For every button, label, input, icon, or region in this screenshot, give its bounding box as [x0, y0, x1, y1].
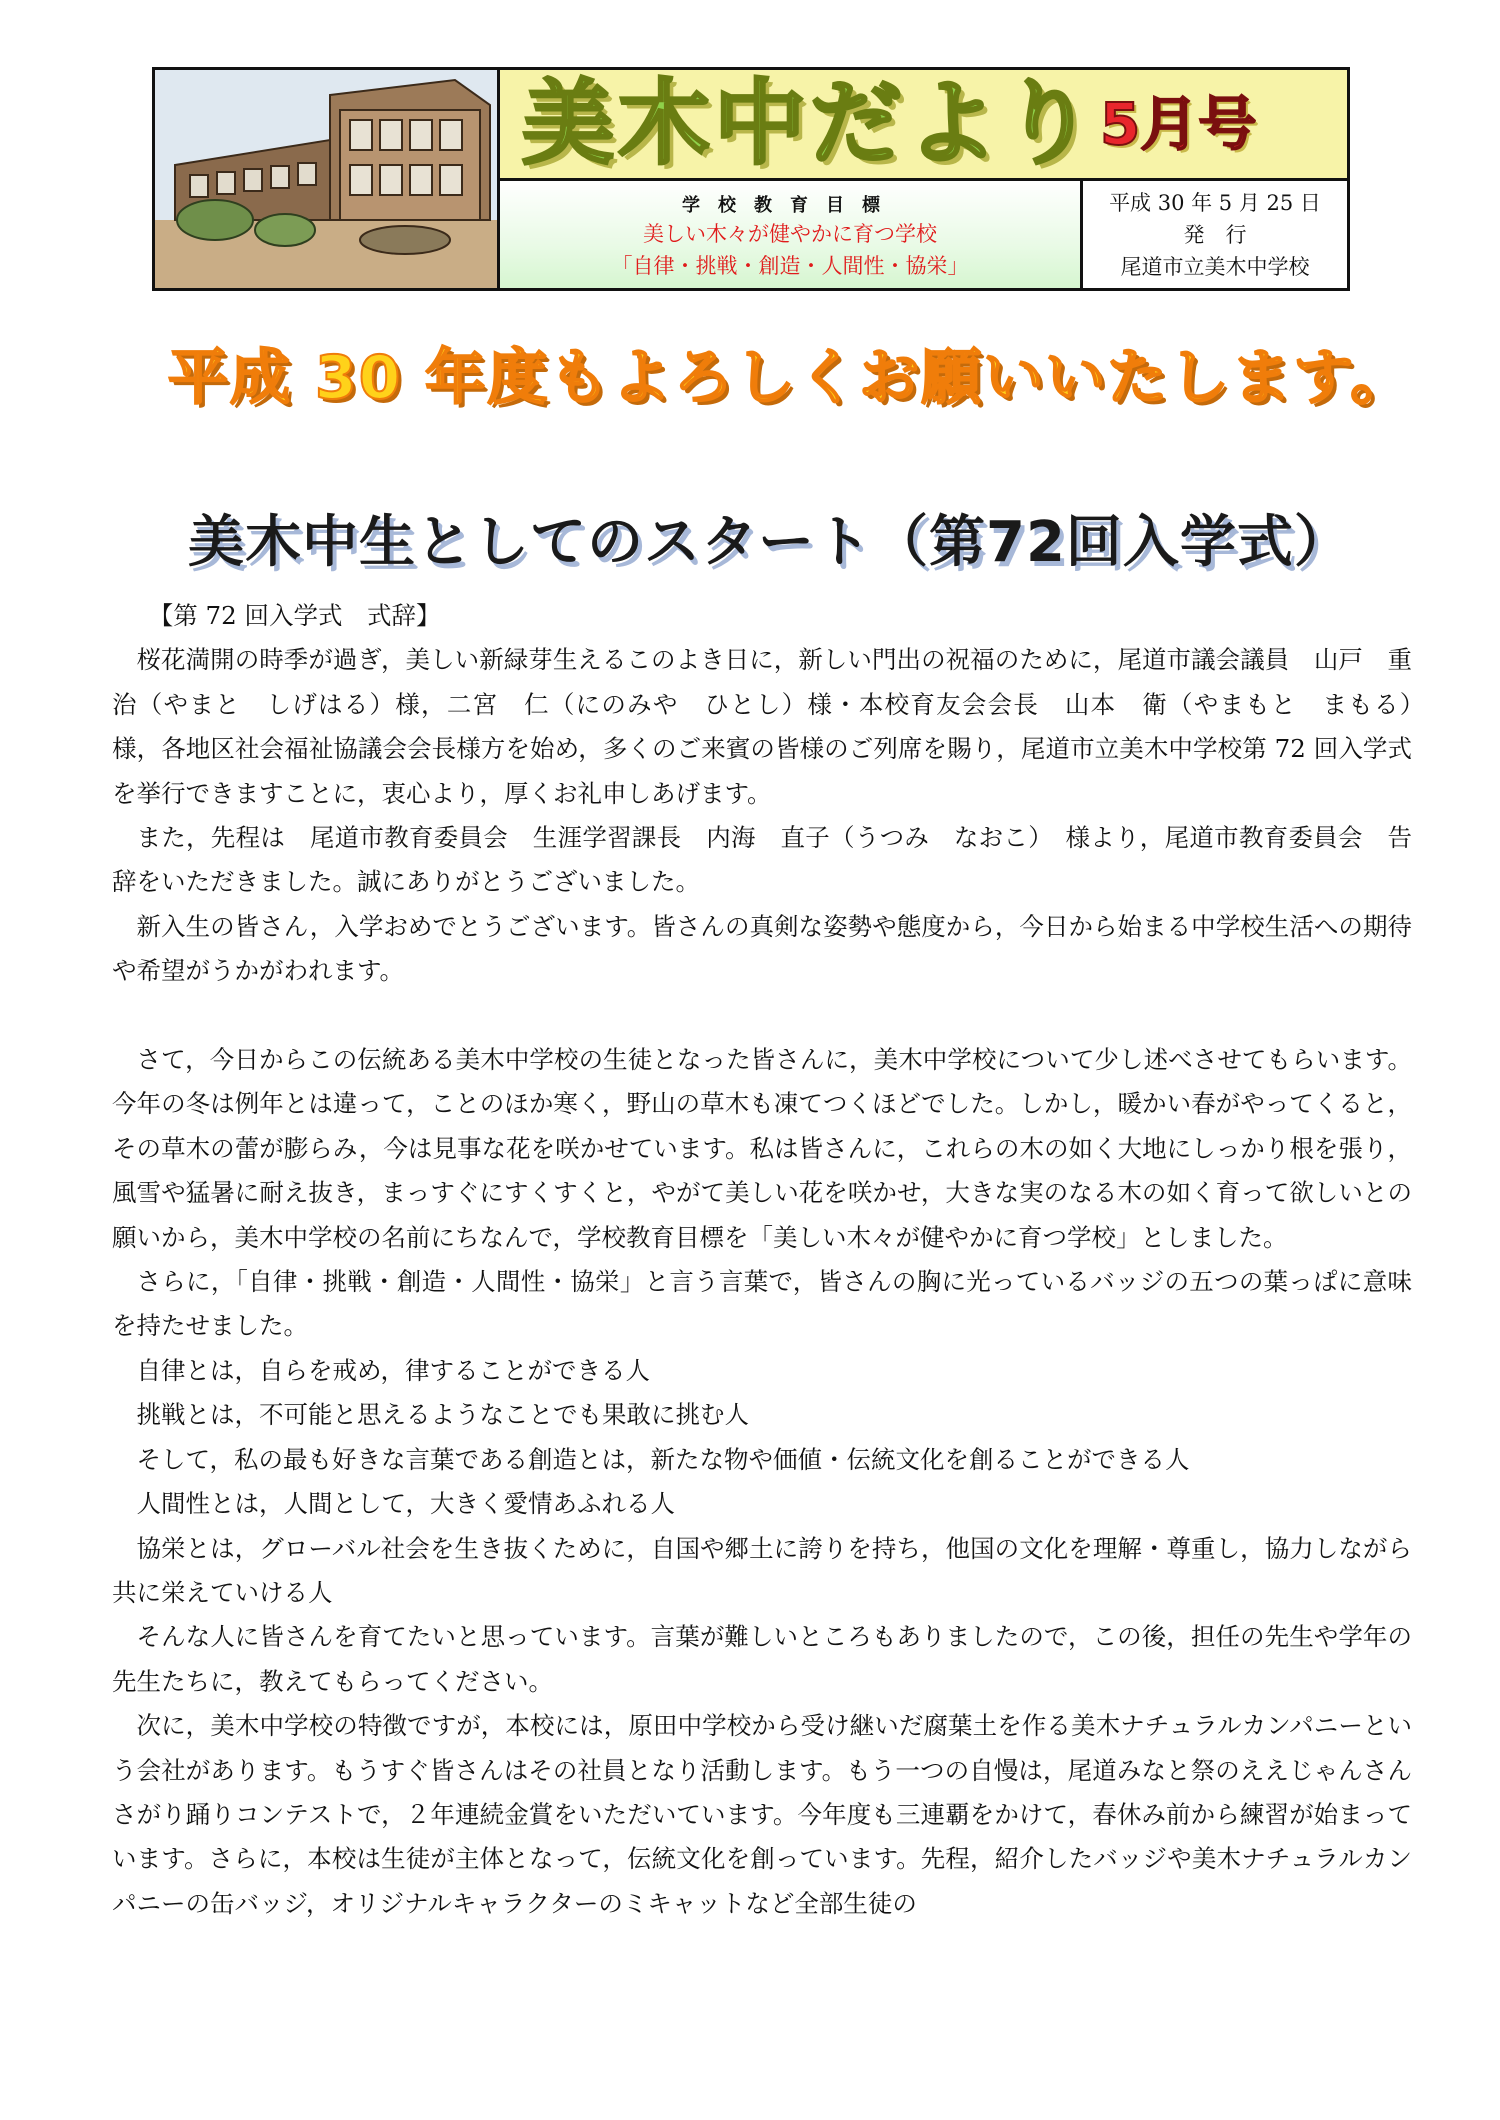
paragraph: また，先程は 尾道市教育委員会 生涯学習課長 内海 直子（うつみ なおこ） 様より，尾道市教育委員会 告辞をいただきました。誠にありがとうございました。	[112, 823, 1412, 897]
article-headline: 美木中生としてのスタート（第72回入学式）	[188, 510, 1351, 575]
newsletter-title: 美木中だより	[522, 70, 1099, 177]
publisher: 尾道市立美木中学校	[1120, 255, 1310, 279]
goals-line-2: 「自律・挑戦・創造・人間性・協栄」	[611, 254, 969, 278]
title-band	[500, 70, 1347, 181]
goals-line-1: 美しい木々が健やかに育つ学校	[643, 222, 937, 246]
paragraph: 挑戦とは，不可能と思えるようなことでも果敢に挑む人	[136, 1400, 749, 1430]
paragraph: 桜花満開の時季が過ぎ，美しい新緑芽生えるこのよき日に，新しい門出の祝福のために，尾道市議会議員 山戸 重治（やまと しげはる）様，二宮 仁（にのみや ひとし）様・本校育友会会長 山本 衛（やまもと まもる） 様，各地区社会福祉協議会会長様方を始め，多くのご来賓の皆様のご列席を賜り，尾道市立美木中学校第 72 回入学式を挙行できますことに，衷心より，厚くお礼申しあげます。	[112, 645, 1437, 808]
publication-info	[1083, 181, 1347, 288]
paragraph-spacer	[112, 994, 1412, 1038]
paragraph: 自律とは，自らを戒め，律することができる人	[136, 1355, 651, 1385]
paragraph: 協栄とは，グローバル社会を生き抜くために，自国や郷土に誇りを持ち，他国の文化を理解・尊重し，協力しながら共に栄えていける人	[112, 1533, 1412, 1607]
greeting-banner: 平成 30 年度もよろしくお願いいたします。	[168, 343, 1413, 413]
paragraph: 新入生の皆さん，入学おめでとうございます。皆さんの真剣な姿勢や態度から，今日から始まる中学校生活への期待や希望がうかがわれます。	[112, 911, 1412, 986]
newsletter-header	[152, 67, 1350, 291]
paragraph: さらに，「自律・挑戦・創造・人間性・協栄」と言う言葉で，皆さんの胸に光っているバッジの五つの葉っぱに意味を持たせました。	[112, 1267, 1412, 1341]
school-goals	[500, 181, 1083, 288]
paragraph: そんな人に皆さんを育てたいと思っています。言葉が難しいところもありましたので，この後，担任の先生や学年の先生たちに，教えてもらってください。	[112, 1622, 1412, 1696]
section-label: 【第 72 回入学式 式辞】	[148, 601, 441, 630]
article-body	[112, 594, 1437, 1926]
paragraph: そして，私の最も好きな言葉である創造とは，新たな物や価値・伝統文化を創ることができる人	[136, 1444, 1190, 1474]
paragraph: 人間性とは，人間として，大きく愛情あふれる人	[136, 1489, 676, 1519]
paragraph: 次に，美木中学校の特徴ですが，本校には，原田中学校から受け継いだ腐葉土を作る美木ナチュラルカンパニーという会社があります。もうすぐ皆さんはその社員となり活動します。もう一つの自慢は，尾道みなと祭のええじゃんさんさがり踊りコンテストで，２年連続金賞をいただいています。今年度も三連覇をかけて，春休み前から練習が始まっています。さらに，本校は生徒が主体となって，伝統文化を創っています。先程，紹介したバッジや美木ナチュラルカンパニーの缶バッジ，オリジナルキャラクターのミキャットなど全部生徒の	[112, 1711, 1412, 1918]
issue-label: 5月号	[1100, 90, 1257, 158]
issued-label: 発 行	[1183, 223, 1247, 247]
paragraph: さて，今日からこの伝統ある美木中学校の生徒となった皆さんに，美木中学校について少し述べさせてもらいます。今年の冬は例年とは違って，ことのほか寒く，野山の草木も凍てつくほどでした。しかし，暖かい春がやってくると，その草木の蕾が膨らみ，今は見事な花を咲かせています。私は皆さんに，これらの木の如く大地にしっかり根を張り，風雪や猛暑に耐え抜き，まっすぐにすくすくと，やがて美しい花を咲かせ，大きな実のなる木の如く育って欲しいとの願いから，美木中学校の名前にちなんで，学校教育目標を「美しい木々が健やかに育つ学校」としました。	[112, 1045, 1412, 1252]
school-building-photo	[155, 70, 500, 288]
issue-date: 平成 30 年 5 月 25 日	[1109, 191, 1321, 215]
school-building-illustration	[155, 70, 497, 288]
goals-heading: 学校教育目標	[682, 195, 898, 216]
